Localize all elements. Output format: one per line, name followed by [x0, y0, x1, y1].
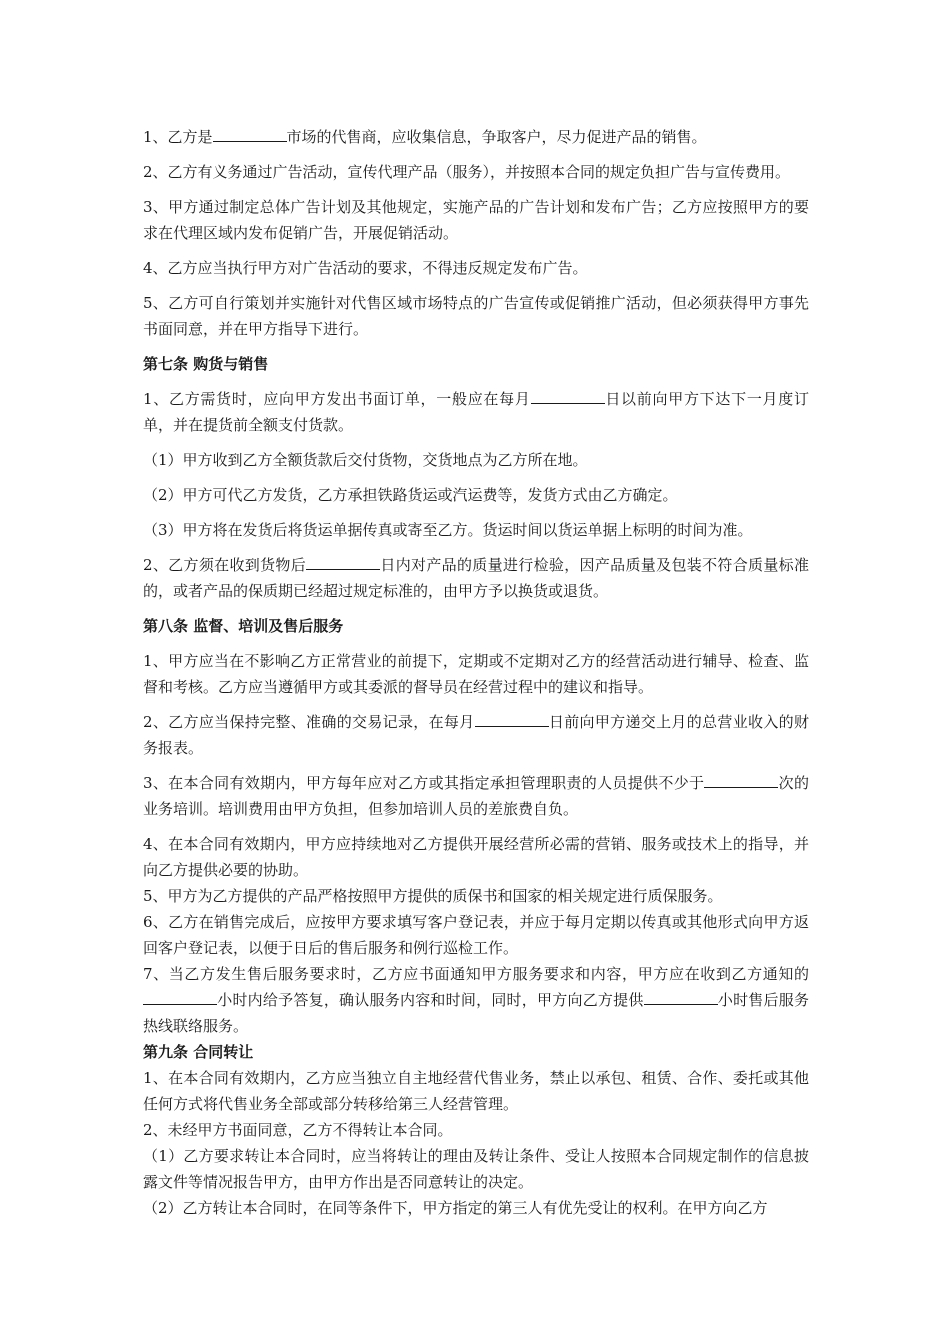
text: 日以前向甲方下达下一月度订单，并在提货前全额支付货款。 — [143, 390, 809, 434]
clause-6-5: 5、乙方可自行策划并实施针对代售区域市场特点的广告宣传或促销推广活动，但必须获得甲方事先书面同意，并在甲方指导下进行。 — [143, 294, 809, 338]
clause-8-5: 5、甲方为乙方提供的产品严格按照甲方提供的质保书和国家的相关规定进行质保服务。 — [143, 887, 723, 905]
clause-8-2 — [143, 709, 809, 761]
text: 小时售后服务热线联络服务。 — [143, 991, 809, 1035]
clause-8-3 — [143, 770, 809, 822]
fill-blank — [644, 987, 718, 1005]
clause-8-7 — [143, 961, 809, 1039]
text: 日前向甲方递交上月的总营业收入的财务报表。 — [143, 713, 809, 757]
clause-6-1 — [143, 124, 809, 150]
text: 1、乙方是 — [143, 128, 213, 146]
text: 2、乙方须在收到货物后 — [143, 556, 307, 574]
fill-blank — [475, 709, 549, 727]
contract-page — [143, 124, 809, 1221]
text: 小时内给予答复，确认服务内容和时间，同时，甲方向乙方提供 — [217, 991, 644, 1009]
clause-7-1-2: （2）甲方可代乙方发货，乙方承担铁路货运或汽运费等，发货方式由乙方确定。 — [143, 486, 678, 504]
text: 次的业务培训。培训费用由甲方负担，但参加培训人员的差旅费自负。 — [143, 774, 809, 818]
fill-blank — [213, 124, 287, 142]
clause-6-4: 4、乙方应当执行甲方对广告活动的要求，不得违反规定发布广告。 — [143, 259, 588, 277]
clause-7-1-3: （3）甲方将在发货后将货运单据传真或寄至乙方。货运时间以货运单据上标明的时间为准。 — [143, 521, 753, 539]
section-7-heading: 第七条 购货与销售 — [143, 355, 269, 373]
clause-8-4: 4、在本合同有效期内，甲方应持续地对乙方提供开展经营所必需的营销、服务或技术上的指导，并向乙方提供必要的协助。 — [143, 835, 809, 879]
section-9-heading: 第九条 合同转让 — [143, 1043, 254, 1061]
clause-7-1-1: （1）甲方收到乙方全额货款后交付货物，交货地点为乙方所在地。 — [143, 451, 588, 469]
fill-blank — [531, 386, 605, 404]
clause-7-1 — [143, 386, 809, 438]
text: 日内对产品的质量进行检验，因产品质量及包装不符合质量标准的，或者产品的保质期已经超过规定标准的，由甲方予以换货或退货。 — [143, 556, 809, 600]
clause-6-3: 3、甲方通过制定总体广告计划及其他规定，实施产品的广告计划和发布广告；乙方应按照甲方的要求在代理区域内发布促销广告，开展促销活动。 — [143, 198, 809, 242]
clause-9-2-2: （2）乙方转让本合同时，在同等条件下，甲方指定的第三人有优先受让的权利。在甲方向乙方 — [143, 1199, 768, 1217]
text: 2、乙方应当保持完整、准确的交易记录，在每月 — [143, 713, 475, 731]
clause-8-6: 6、乙方在销售完成后，应按甲方要求填写客户登记表，并应于每月定期以传真或其他形式向甲方返回客户登记表，以便于日后的售后服务和例行巡检工作。 — [143, 913, 809, 957]
clause-6-2: 2、乙方有义务通过广告活动，宣传代理产品（服务），并按照本合同的规定负担广告与宣传费用。 — [143, 163, 791, 181]
fill-blank — [306, 552, 380, 570]
text: 7、当乙方发生售后服务要求时，乙方应书面通知甲方服务要求和内容，甲方应在收到乙方通知的 — [143, 965, 809, 983]
clause-9-1: 1、在本合同有效期内，乙方应当独立自主地经营代售业务，禁止以承包、租赁、合作、委托或其他任何方式将代售业务全部或部分转移给第三人经营管理。 — [143, 1069, 809, 1113]
clause-9-2: 2、未经甲方书面同意，乙方不得转让本合同。 — [143, 1121, 453, 1139]
text: 市场的代售商，应收集信息，争取客户，尽力促进产品的销售。 — [286, 128, 707, 146]
fill-blank — [704, 770, 778, 788]
text: 3、在本合同有效期内，甲方每年应对乙方或其指定承担管理职责的人员提供不少于 — [143, 774, 705, 792]
fill-blank — [143, 987, 217, 1005]
clause-7-2 — [143, 552, 809, 604]
clause-8-1: 1、甲方应当在不影响乙方正常营业的前提下，定期或不定期对乙方的经营活动进行辅导、检查、监督和考核。乙方应当遵循甲方或其委派的督导员在经营过程中的建议和指导。 — [143, 652, 809, 696]
section-8-heading: 第八条 监督、培训及售后服务 — [143, 617, 344, 635]
text: 1、乙方需货时，应向甲方发出书面订单，一般应在每月 — [143, 390, 531, 408]
clause-9-2-1: （1）乙方要求转让本合同时，应当将转让的理由及转让条件、受让人按照本合同规定制作的信息披露文件等情况报告甲方，由甲方作出是否同意转让的决定。 — [143, 1147, 809, 1191]
